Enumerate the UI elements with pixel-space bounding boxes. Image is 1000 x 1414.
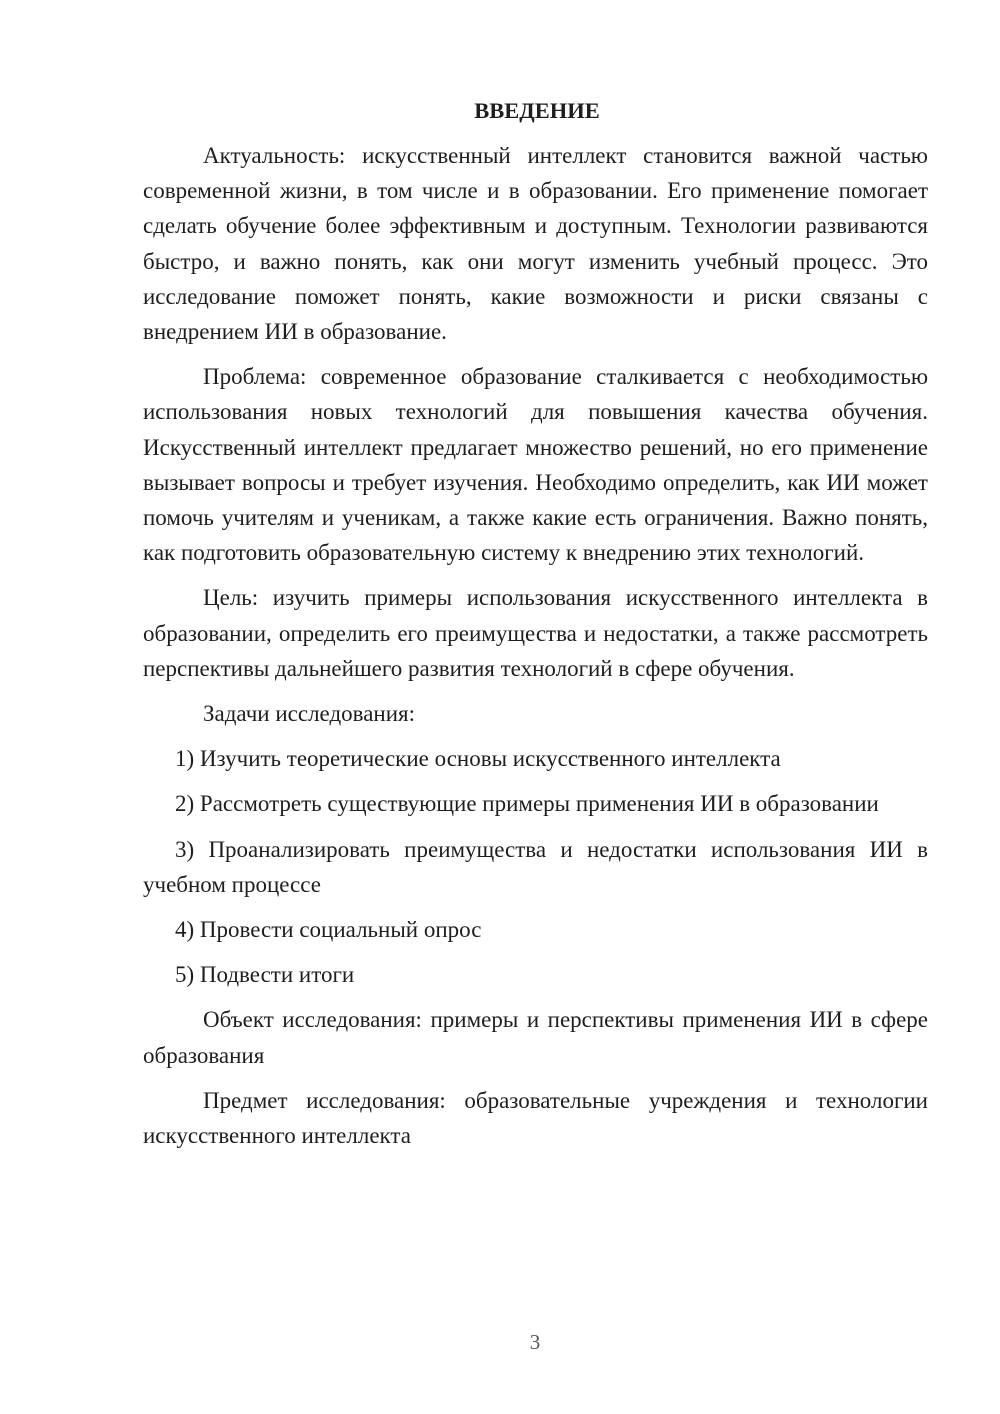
page-number: 3 <box>529 1330 541 1354</box>
page-content <box>143 93 928 1163</box>
paragraph-relevance: Актуальность: искусственный интеллект становится важной частью современной жизни, в том числе и в образовании. Его применение помогает сделать обучение более эффективным и доступным. Технологии развиваются быстро, и важно понять, как они могут изменить учебный процесс. Это исследование поможет понять, какие возможности и риски связаны с внедрением ИИ в образование. <box>143 143 928 345</box>
paragraph-object: Объект исследования: примеры и перспективы применения ИИ в сфере образования <box>143 1007 928 1068</box>
task-item: 1) Изучить теоретические основы искусственного интеллекта <box>175 746 781 772</box>
paragraph-problem: Проблема: современное образование сталкивается с необходимостью использования новых технологий для повышения качества обучения. Искусственный интеллект предлагает множество решений, но его применение вызывает вопросы и требует изучения. Необходимо определить, как ИИ может помочь учителям и ученикам, а также какие есть ограничения. Важно понять, как подготовить образовательную систему к внедрению этих технологий. <box>143 364 928 566</box>
task-item: 2) Рассмотреть существующие примеры применения ИИ в образовании <box>175 791 879 817</box>
section-title: ВВЕДЕНИЕ <box>474 98 600 123</box>
task-item: 4) Провести социальный опрос <box>175 917 482 943</box>
paragraph-goal: Цель: изучить примеры использования искусственного интеллекта в образовании, определить его преимущества и недостатки, а также рассмотреть перспективы дальнейшего развития технологий в сфере обучения. <box>143 585 928 681</box>
task-item: 5) Подвести итоги <box>175 962 355 988</box>
task-item: 3) Проанализировать преимущества и недостатки использования ИИ в учебном процессе <box>143 836 928 897</box>
paragraph-subject: Предмет исследования: образовательные учреждения и технологии искусственного интеллекта <box>143 1087 928 1149</box>
tasks-heading: Задачи исследования: <box>203 701 416 727</box>
